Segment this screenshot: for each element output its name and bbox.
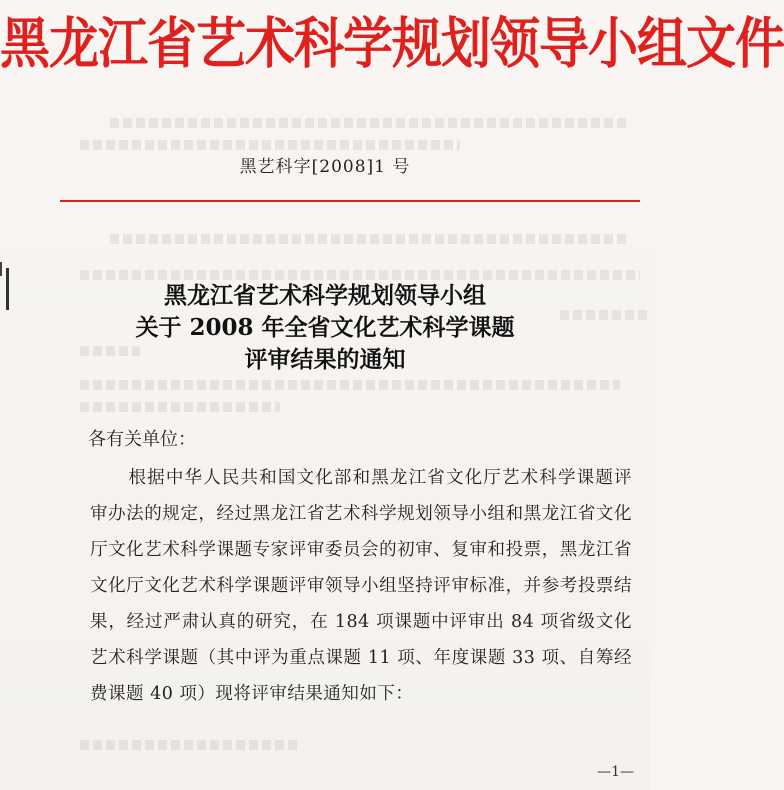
notice-title-line2: 关于 2008 年全省文化艺术科学课题	[135, 314, 515, 341]
page-number: —1—	[597, 764, 634, 780]
issuing-authority-title: 黑龙江省艺术科学规划领导小组文件	[0, 12, 784, 76]
bleed-through-line	[80, 380, 620, 390]
notice-title-line3: 评审结果的通知	[244, 346, 406, 373]
bleed-through-line	[110, 118, 630, 128]
salutation: 各有关单位：	[88, 429, 196, 450]
bleed-through-line	[110, 234, 630, 244]
bleed-through-line	[80, 140, 460, 150]
bleed-through-line	[80, 402, 280, 412]
bleed-through-line	[80, 270, 640, 280]
bleed-through-line	[80, 740, 300, 750]
binding-mark	[0, 262, 2, 276]
notice-title-line1: 黑龙江省艺术科学规划领导小组	[164, 282, 486, 309]
document-number: 黑艺科字[2008]1 号	[239, 157, 411, 177]
notice-title	[0, 280, 650, 376]
body-paragraph: 根据中华人民共和国文化部和黑龙江省文化厅艺术科学课题评审办法的规定，经过黑龙江省艺术科学规划领导小组和黑龙江省文化厅文化艺术科学课题专家评审委员会的初审、复审和投票，黑龙江省文化厅文化艺术科学课题评审领导小组坚持评审标准，并参考投票结果，经过严肃认真的研究，在 184 项课题中评审出 84 项省级文化艺术科学课题（其中评为重点课题 11 项、年度课题 33 项、自筹经费课题 40 项）现将评审结果通知如下：	[90, 468, 632, 704]
red-divider-line	[60, 200, 640, 202]
